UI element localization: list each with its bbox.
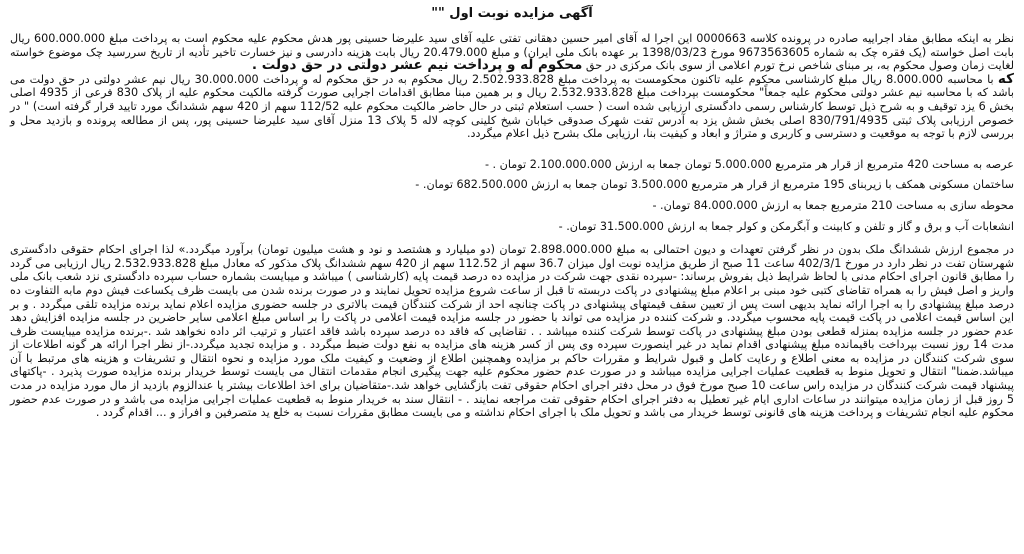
valuation-item-utilities: انشعابات آب و برق و گاز و تلفن و کابینت و آبگرمکن و کولر جمعا به ارزش 31.500.000 تومان. - xyxy=(558,219,1014,233)
intro-paragraph xyxy=(10,32,1014,141)
intro-highlight-2: که xyxy=(997,70,1014,87)
valuation-item-landscaping: محوطه سازی به مساحت 210 مترمربع جمعا به ارزش 84.000.000 تومان. - xyxy=(652,198,1014,212)
auction-terms-paragraph: در مجموع ارزش ششدانگ ملک بدون در نظر گرفتن تعهدات و دیون احتمالی به مبلغ 2.898.000.000 تومان (دو میلیارد و هشتصد و نود و هشت میلیون تومان) برآورد میگردد.» لذا اجرای احکام حقوقی دادگستری شهرستان تفت در نظر دارد در مورخ 402/3/1 ساعت 11 صبح از طریق مزایده نوبت اول میزان 36.7 سهم از 112.52 سهم از 420 سهم ششدانگ پلاک مذکور که معادل مبلغ 2.532.933.828 ریال ارزیابی می گردد را مطابق قانون اجرای احکام مدنی با لحاظ شرایط ذیل بفروش برساند: -سپرده نقدی جهت شرکت در مزایده ده درصد قیمت پایه (کارشناسی ) میباشد و میبایست بشماره حساب سپرده دادگستری نزد شعب بانک ملی واریز و اصل فیش را به همراه تقاضای کتبی خود مبنی بر اعلام مبلغ پیشنهادی در پاکت دربسته تا قبل از ساعت شروع مزایده تحویل نمایند و در صورت برنده شدن می بایست ظرف یکساعت فیش دوم مابه التفاوت ده درصد مبلغ پیشنهادی را به اجرا ارائه نماید بدیهی است پس از تعیین سقف قیمتهای پیشنهادی در پاکت چنانچه احد از شرکت کنندگان قیمت بالاتری در جلسه حضوری مزایده اعلام نماید برنده مزایده تلقی میگردد . و بر این اساس قیمت اعلامی در پاکت قیمت پایه محسوب میگردد. و شرکت کننده در مزایده می تواند با حضور در جلسه مزایده قیمت اعلامی در پاکت را بر اساس مبلغ اعلامی سایر حاضرین در جلسه مزایده افزایش دهد عدم حضور در جلسه مزایده بمنزله قطعی بودن مبلغ پیشنهادی در پاکت توسط شرکت کننده میباشد . . تقاضایی که فاقد ده درصد سپرده باشد فاقد اعتبار و ترتیب اثر داده نخواهد شد .-برنده مزایده میبایست ظرف مدت 14 روز نسبت بپرداخت باقیمانده مبلغ پیشنهادی اقدام نماید در غیر اینصورت سپرده وی پس از کسر هزینه های مزایده به نفع دولت ضبط میگردد . و مزایده تجدید میگردد.-از نظر اجرا ارائه هر گونه اطلاعات از سوی شرکت کنندگان در مزایده به معنی اطلاع و رعایت کامل و قبول شرایط و مقررات حاکم بر مزایده وهمچنین اطلاع از وضعیت و کیفیت ملک مورد مزایده و نحوه انتقال و تشریفات و هزینه های مرتبط با آن میباشد.ضمنا" انتقال و تحویل منوط به قطعیت عملیات اجرایی مزایده میباشد و در صورت عدم حضور محکوم علیه جهت پیگیری انجام مقدمات انتقال می بایست توسط خریدار برنده مزایده صورت پذیرد . -پاکتهای پیشنهاد قیمت شرکت کنندگان در مزایده راس ساعت 10 صبح مورخ فوق در محل دفتر اجرای احکام حقوقی تفت بازگشایی خواهد شد.-متقاضیان برای اخذ اطلاعات بیشتر یا عندالزوم بازدید از مال مورد مزایده در مدت 5 روز قبل از زمان مزایده میتوانند در ساعات اداری ایام غیر تعطیل به دفتر اجرای احکام حقوقی تفت مراجعه نمایند . - انتقال سند به خریدار منوط به قطعیت عملیات اجرایی مزایده می باشد و در صورت عدم حضور محکوم علیه انجام تشریفات و پرداخت هزینه های قانونی توسط خریدار می باشد و تحویل ملک با اجرای احکام نداشته و می بایست مطابق مقررات نسبت به خلع ید متصرفین و افراز و ... اقدام گردد . xyxy=(10,243,1015,420)
intro-text-2: با محاسبه 8.000.000 ریال مبلغ کارشناسی محکوم علیه تاکنون محکومست به پرداخت مبلغ 2.502.933.828 ریال محکوم به در حق محکوم له و پرداخت 30.000.000 ریال نیم عشر دولتی در حق دولت می باشد که با محاسبه نیم عشر دولتی محکوم علیه جمعاً" محکومست بپرداخت مبلغ 2.532.933.828 ریال و بر همین مبنا مطابق اقدامات اجرایی صورت گرفته مالکیت محکوم علیه از پلاک 830 فرعی از 4935 اصلی بخش 6 یزد توقیف و به شرح ذیل توسط کارشناس رسمی دادگستری ارزیابی شده است ( حسب استعلام ثبتی در حال حاضر مالکیت محکوم علیه 112/52 سهم از 420 سهم ششدانگ مورد تایید قرار گرفته است) " در خصوص ارزیابی پلاک ثبتی 830/791/4935 اصلی بخش شش یزد به آدرس تفت شهرک صدوقی خیابان شیخ کلینی کوچه لاله 5 پلاک 13 منزل آقای سید علیرضا حسینی پور، پس از مطالعه پرونده و بازدید محل و بررسی لازم با توجه به موقعیت و دسترسی و کاربری و متراژ و ابعاد و کیفیت بنا، ارزیابی ملک بشرح ذیل اعلام میگردد. xyxy=(10,72,1015,141)
intro-text-1: نظر به اینکه مطابق مفاد اجراییه صادره در پرونده کلاسه 0000663 این اجرا له آقای امیر حسین دهقانی تفتی علیه آقای سید علیرضا حسینی پور هدش محکوم علیه محکوم است به پرداخت مبلغ 600.000.000 ریال بابت اصل خواسته (یک فقره چک به شماره 9673563605 مورخ 1398/03/23 بر عهده بانک ملی ایران) و مبلغ 20.479.000 ریال بابت هزینه دادرسی و نیز خسارت تاخیر تأدیه از تاریخ سررسید چک موضوع خواسته لغایت زمان وصول محکوم به، بر مبنای شاخص نرخ تورم اعلامی از سوی بانک مرکزی در حق xyxy=(10,32,1015,73)
notice-title: آگهی مزایده نوبت اول "" xyxy=(431,6,593,21)
intro-highlight-1: محکوم له و پرداخت نیم عشر دولتی در حق دولت . xyxy=(251,57,583,74)
valuation-item-land: عرصه به مساحت 420 مترمربع از قرار هر مترمربع 5.000.000 تومان جمعا به ارزش 2.100.000.000 تومان . - xyxy=(484,157,1014,171)
valuation-item-building: ساختمان مسکونی همکف با زیربنای 195 مترمربع از قرار هر مترمربع 3.500.000 تومان جمعا به ارزش 682.500.000 تومان. - xyxy=(415,178,1014,192)
